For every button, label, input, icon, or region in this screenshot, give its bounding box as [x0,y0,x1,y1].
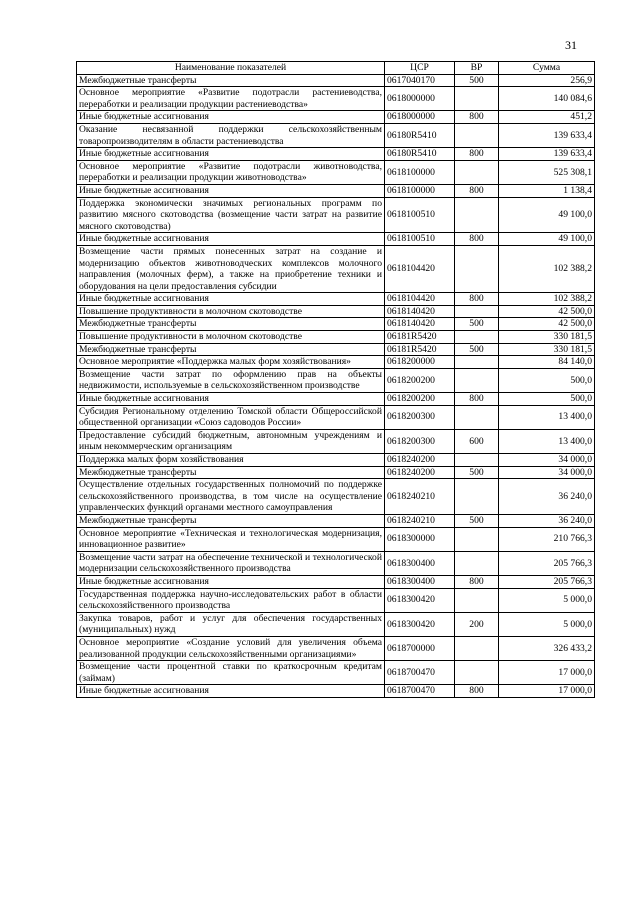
row-sum: 140 084,6 [499,87,595,111]
row-vr: 800 [455,148,499,161]
row-name: Межбюджетные трансферты [77,74,385,87]
row-name: Возмещение части процентной ставки по краткосрочным кредитам (займам) [77,661,385,685]
row-sum: 500,0 [499,393,595,406]
row-name: Межбюджетные трансферты [77,514,385,527]
page-number: 31 [565,38,577,52]
row-vr: 500 [455,74,499,87]
row-vr: 600 [455,429,499,453]
row-name: Иные бюджетные ассигнования [77,148,385,161]
row-name: Межбюджетные трансферты [77,343,385,356]
row-vr [455,160,499,184]
row-csr: 0618300420 [385,612,455,636]
row-sum: 49 100,0 [499,233,595,246]
row-csr: 0618300000 [385,527,455,551]
row-name: Закупка товаров, работ и услуг для обеспечения государственных (муниципальных) нужд [77,612,385,636]
table-row [77,685,595,698]
row-csr: 0618104420 [385,245,455,292]
table-row [77,466,595,479]
row-name: Межбюджетные трансферты [77,466,385,479]
row-sum: 205 766,3 [499,551,595,575]
table-row [77,148,595,161]
row-sum: 13 400,0 [499,405,595,429]
row-sum: 34 000,0 [499,466,595,479]
table-row [77,588,595,612]
row-csr: 06180R5410 [385,123,455,147]
row-sum: 210 766,3 [499,527,595,551]
row-csr: 0618140420 [385,305,455,318]
row-vr [455,588,499,612]
row-sum: 42 500,0 [499,318,595,331]
row-name: Повышение продуктивности в молочном скотоводстве [77,305,385,318]
row-csr: 0618140420 [385,318,455,331]
row-name: Иные бюджетные ассигнования [77,393,385,406]
row-csr: 06181R5420 [385,331,455,344]
row-sum: 17 000,0 [499,661,595,685]
table-row [77,197,595,233]
row-vr: 500 [455,343,499,356]
table-row [77,575,595,588]
row-csr: 0618200200 [385,393,455,406]
row-name: Иные бюджетные ассигнования [77,575,385,588]
table-row [77,123,595,147]
row-vr [455,368,499,392]
table-row [77,429,595,453]
row-sum: 36 240,0 [499,514,595,527]
table-body [77,74,595,697]
row-sum: 102 388,2 [499,245,595,292]
table-row [77,356,595,369]
table-row [77,479,595,515]
row-vr: 500 [455,318,499,331]
row-sum: 36 240,0 [499,479,595,515]
table-row [77,612,595,636]
row-csr: 0618200300 [385,429,455,453]
row-csr: 0618240210 [385,514,455,527]
row-vr: 800 [455,184,499,197]
row-sum: 139 633,4 [499,123,595,147]
row-name: Иные бюджетные ассигнования [77,111,385,124]
row-name: Возмещение части прямых понесенных затрат на создание и модернизацию объектов животноводческих комплексов молочного направления (молочных ферм), а также на приобретение техники и оборудования на цели предоставления субсидии [77,245,385,292]
table-row [77,111,595,124]
row-csr: 0618700000 [385,636,455,660]
row-vr [455,305,499,318]
row-sum: 205 766,3 [499,575,595,588]
row-sum: 500,0 [499,368,595,392]
table-row [77,233,595,246]
row-csr: 0618240200 [385,466,455,479]
row-name: Возмещение части затрат на обеспечение технической и технологической модернизации сельскохозяйственного производства [77,551,385,575]
row-csr: 0618100000 [385,160,455,184]
row-csr: 06181R5420 [385,343,455,356]
header-vr: ВР [455,62,499,75]
row-name: Поддержка малых форм хозяйствования [77,454,385,467]
row-name: Межбюджетные трансферты [77,318,385,331]
row-name: Основное мероприятие «Техническая и технологическая модернизация, инновационное развитие» [77,527,385,551]
table-row [77,331,595,344]
row-csr: 0618200000 [385,356,455,369]
row-csr: 0618700470 [385,685,455,698]
row-vr: 200 [455,612,499,636]
row-vr [455,245,499,292]
table-row [77,245,595,292]
row-vr: 800 [455,111,499,124]
row-sum: 5 000,0 [499,588,595,612]
row-name: Предоставление субсидий бюджетным, автономным учреждениям и иным некоммерческим организациям [77,429,385,453]
row-sum: 102 388,2 [499,293,595,306]
row-vr [455,197,499,233]
row-sum: 1 138,4 [499,184,595,197]
row-name: Государственная поддержка научно-исследовательских работ в области сельскохозяйственного производства [77,588,385,612]
table-row [77,454,595,467]
header-name: Наименование показателей [77,62,385,75]
row-sum: 330 181,5 [499,331,595,344]
row-vr [455,405,499,429]
row-csr: 0618000000 [385,87,455,111]
table-row [77,184,595,197]
table-row [77,636,595,660]
row-sum: 330 181,5 [499,343,595,356]
row-vr [455,527,499,551]
row-vr: 800 [455,293,499,306]
row-csr: 0618100510 [385,197,455,233]
row-vr: 800 [455,575,499,588]
table-row [77,343,595,356]
row-csr: 06180R5410 [385,148,455,161]
row-name: Иные бюджетные ассигнования [77,184,385,197]
table-row [77,305,595,318]
row-csr: 0618100510 [385,233,455,246]
row-name: Оказание несвязанной поддержки сельскохозяйственным товаропроизводителям в области растениеводства [77,123,385,147]
row-vr [455,87,499,111]
row-name: Иные бюджетные ассигнования [77,685,385,698]
row-sum: 49 100,0 [499,197,595,233]
table-row [77,318,595,331]
row-vr [455,331,499,344]
row-sum: 139 633,4 [499,148,595,161]
row-csr: 0618000000 [385,111,455,124]
table-row [77,551,595,575]
row-name: Основное мероприятие «Развитие подотрасли животноводства, переработки и реализации продукции животноводства» [77,160,385,184]
row-name: Иные бюджетные ассигнования [77,233,385,246]
row-sum: 84 140,0 [499,356,595,369]
row-csr: 0618700470 [385,661,455,685]
row-csr: 0618100000 [385,184,455,197]
row-csr: 0618104420 [385,293,455,306]
row-sum: 13 400,0 [499,429,595,453]
row-name: Основное мероприятие «Развитие подотрасли растениеводства, переработки и реализации продукции растениеводства» [77,87,385,111]
table-row [77,368,595,392]
row-csr: 0617040170 [385,74,455,87]
row-sum: 326 433,2 [499,636,595,660]
table-row [77,514,595,527]
row-csr: 0618240200 [385,454,455,467]
row-name: Основное мероприятие «Создание условий для увеличения объема реализованной продукции сельскохозяйственными организациями» [77,636,385,660]
row-vr: 500 [455,466,499,479]
row-vr [455,551,499,575]
row-vr: 800 [455,233,499,246]
row-name: Основное мероприятие «Поддержка малых форм хозяйствования» [77,356,385,369]
table-row [77,87,595,111]
row-sum: 525 308,1 [499,160,595,184]
table-header-row [77,62,595,75]
row-name: Поддержка экономически значимых региональных программ по развитию мясного скотоводства (возмещение части затрат на развитие мясного скотоводства) [77,197,385,233]
row-vr [455,479,499,515]
row-vr [455,356,499,369]
table-row [77,527,595,551]
row-vr [455,636,499,660]
table-row [77,293,595,306]
row-vr [455,123,499,147]
row-name: Возмещение части затрат по оформлению прав на объекты недвижимости, используемые в сельскохозяйственном производстве [77,368,385,392]
row-name: Осуществление отдельных государственных полномочий по поддержке сельскохозяйственного производства, в том числе на осуществление управленческих функций органами местного самоуправления [77,479,385,515]
row-vr [455,454,499,467]
row-csr: 0618300400 [385,575,455,588]
row-csr: 0618300420 [385,588,455,612]
row-vr: 800 [455,393,499,406]
table-row [77,74,595,87]
row-sum: 256,9 [499,74,595,87]
table-row [77,405,595,429]
row-sum: 17 000,0 [499,685,595,698]
row-name: Повышение продуктивности в молочном скотоводстве [77,331,385,344]
row-sum: 42 500,0 [499,305,595,318]
row-csr: 0618300400 [385,551,455,575]
table-row [77,661,595,685]
row-vr [455,661,499,685]
row-vr: 500 [455,514,499,527]
header-sum: Сумма [499,62,595,75]
row-name: Иные бюджетные ассигнования [77,293,385,306]
row-csr: 0618240210 [385,479,455,515]
row-sum: 34 000,0 [499,454,595,467]
header-csr: ЦСР [385,62,455,75]
row-name: Субсидия Региональному отделению Томской области Общероссийской общественной организации «Союз садоводов России» [77,405,385,429]
row-sum: 451,2 [499,111,595,124]
row-vr: 800 [455,685,499,698]
budget-table [76,61,595,698]
row-sum: 5 000,0 [499,612,595,636]
table-row [77,393,595,406]
row-csr: 0618200200 [385,368,455,392]
row-csr: 0618200300 [385,405,455,429]
table-row [77,160,595,184]
